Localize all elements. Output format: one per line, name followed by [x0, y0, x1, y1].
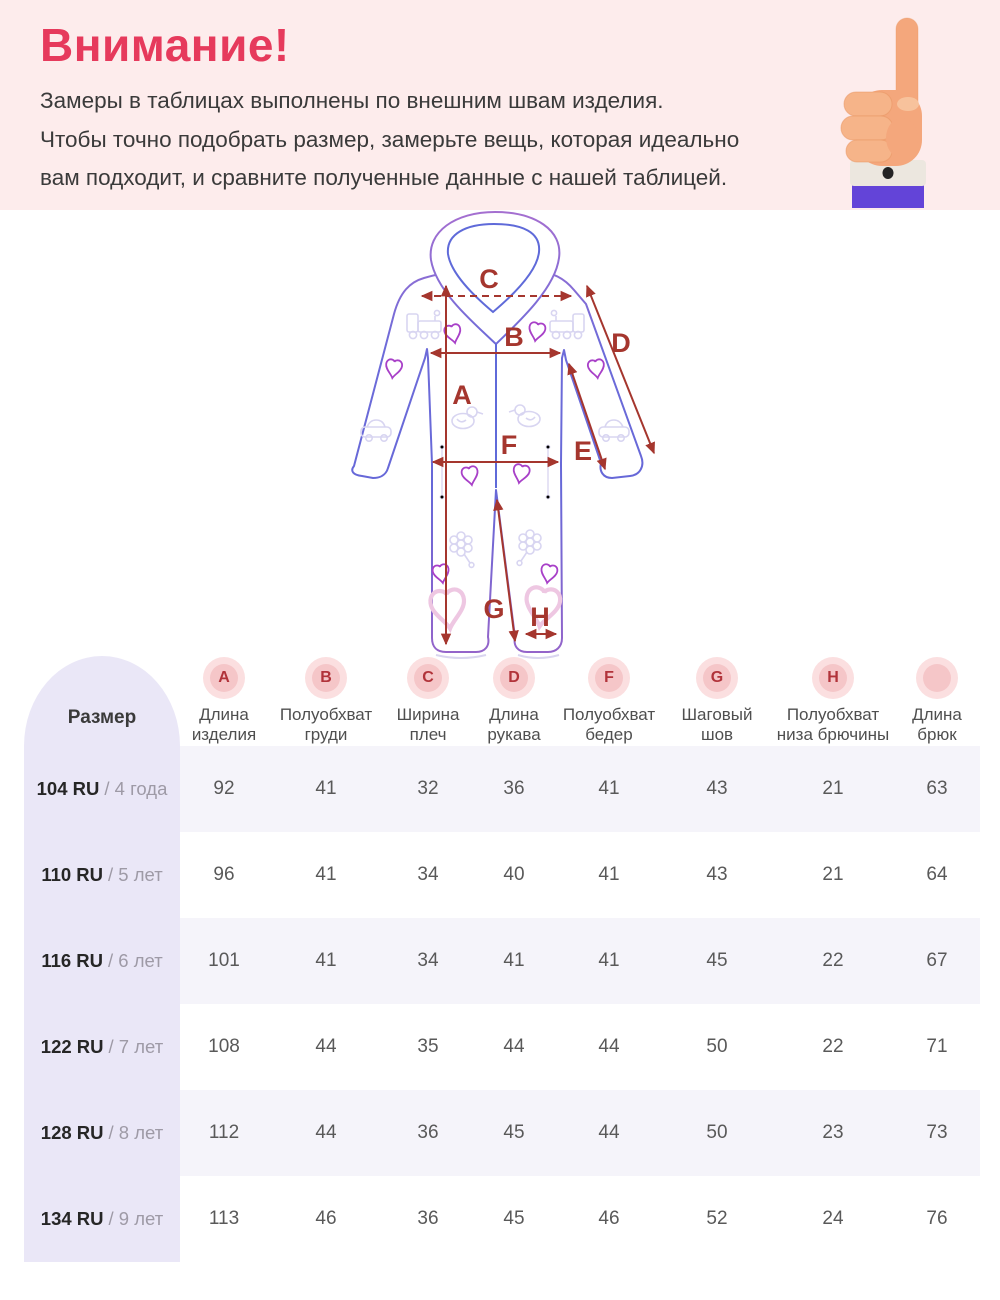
value-cell: 34 — [384, 918, 472, 1004]
size-value: 110 RU — [41, 864, 104, 885]
notice-text-line: вам подходит, и сравните полученные данные с нашей таблицей. — [40, 165, 728, 190]
value-cell: 41 — [472, 918, 556, 1004]
diagram-letter-e: E — [573, 436, 593, 466]
value-cell: 41 — [268, 918, 384, 1004]
value-cell: 43 — [706, 864, 728, 885]
page-title: Внимание! — [40, 19, 290, 71]
value-cell: 23 — [772, 1090, 894, 1176]
value-cell: 76 — [926, 1208, 948, 1229]
value-cell: 41 — [268, 746, 384, 832]
value-cell: 21 — [822, 864, 844, 885]
column-header-f — [556, 656, 662, 746]
value-cell: 52 — [706, 1208, 728, 1229]
age-value: / 6 лет — [108, 950, 163, 971]
size-cell — [24, 1090, 180, 1176]
diagram-letter-a: A — [452, 380, 472, 410]
value-cell: 44 — [598, 1036, 620, 1057]
measure-badge-c: C — [414, 664, 442, 692]
value-cell: 108 — [208, 1036, 240, 1057]
diagram-letter-b: B — [504, 322, 524, 352]
value-cell: 45 — [662, 918, 772, 1004]
measure-badge-a: A — [210, 664, 238, 692]
value-cell: 40 — [503, 864, 525, 885]
value-cell: 44 — [556, 1090, 662, 1176]
value-cell: 44 — [503, 1036, 525, 1057]
value-cell: 45 — [472, 1090, 556, 1176]
column-header-b — [268, 656, 384, 746]
measure-badge-g: G — [703, 664, 731, 692]
value-cell: 43 — [662, 746, 772, 832]
value-cell: 22 — [822, 1036, 844, 1057]
value-cell: 21 — [772, 746, 894, 832]
measure-badge-empty — [923, 664, 951, 692]
value-cell: 45 — [503, 1208, 525, 1229]
size-column-header: Размер — [67, 707, 137, 728]
value-cell: 36 — [384, 1090, 472, 1176]
column-header-a — [180, 656, 268, 746]
notice-panel — [0, 0, 1000, 210]
column-header-d — [472, 656, 556, 746]
column-label: Длина изделия — [191, 705, 257, 744]
size-cell — [24, 918, 180, 1004]
measure-badge-f: F — [595, 664, 623, 692]
column-label: Длина брюк — [912, 705, 962, 744]
cuff-button — [883, 167, 894, 179]
diagram-letter-f: F — [500, 430, 518, 460]
measure-badge-b: B — [312, 664, 340, 692]
age-value: / 5 лет — [108, 864, 163, 885]
value-cell: 64 — [926, 864, 948, 885]
value-cell: 22 — [772, 918, 894, 1004]
diagram-letter-h: H — [530, 602, 550, 632]
pointing-hand-icon — [836, 12, 940, 208]
value-cell: 113 — [208, 1208, 240, 1229]
size-value: 122 RU — [40, 1036, 104, 1057]
age-value: / 8 лет — [108, 1122, 164, 1143]
size-table — [24, 656, 980, 1264]
column-header-last — [894, 656, 980, 746]
age-value: / 9 лет — [108, 1208, 164, 1229]
folded-finger — [844, 92, 892, 116]
measure-badge-d: D — [500, 664, 528, 692]
age-value: / 4 года — [104, 778, 168, 799]
value-cell: 67 — [894, 918, 980, 1004]
column-header-c — [384, 656, 472, 746]
notice-text — [40, 82, 739, 198]
value-cell: 24 — [822, 1208, 844, 1229]
column-label: Полуобхват бедер — [562, 705, 656, 744]
value-cell: 46 — [315, 1208, 337, 1229]
value-cell: 92 — [180, 746, 268, 832]
value-cell: 34 — [417, 864, 439, 885]
value-cell: 50 — [662, 1090, 772, 1176]
value-cell: 44 — [315, 1036, 337, 1057]
column-label: Шаговый шов — [681, 705, 753, 744]
value-cell: 36 — [417, 1208, 439, 1229]
column-label: Полуобхват низа брючины — [776, 705, 890, 744]
diagram-letter-d: D — [611, 328, 631, 358]
size-diagram — [0, 208, 1000, 674]
size-cell — [24, 832, 180, 918]
column-label: Длина рукава — [487, 705, 541, 744]
value-cell: 73 — [894, 1090, 980, 1176]
notice-text-line: Замеры в таблицах выполнены по внешним швам изделия. — [40, 88, 664, 113]
measure-badge-h: H — [819, 664, 847, 692]
size-table-grid — [24, 656, 980, 1262]
value-cell: 101 — [180, 918, 268, 1004]
size-cell — [24, 1176, 180, 1262]
value-cell: 36 — [472, 746, 556, 832]
column-label: Полуобхват груди — [279, 705, 373, 744]
notice-text-line: Чтобы точно подобрать размер, замерьте вещь, которая идеально — [40, 126, 740, 152]
size-value: 128 RU — [40, 1122, 104, 1143]
value-cell: 63 — [894, 746, 980, 832]
column-header-h — [772, 656, 894, 746]
size-value: 134 RU — [40, 1208, 104, 1229]
folded-finger — [841, 116, 893, 140]
age-value: / 7 лет — [108, 1036, 164, 1057]
size-cell — [24, 746, 180, 832]
size-cell — [24, 1004, 180, 1090]
value-cell: 41 — [556, 746, 662, 832]
thumb — [886, 118, 918, 158]
value-cell: 41 — [598, 864, 620, 885]
value-cell: 41 — [315, 864, 337, 885]
value-cell: 112 — [180, 1090, 268, 1176]
size-value: 104 RU — [36, 778, 100, 799]
diagram-letter-g: G — [483, 594, 505, 624]
value-cell: 71 — [926, 1036, 948, 1057]
value-cell: 41 — [556, 918, 662, 1004]
value-cell: 46 — [598, 1208, 620, 1229]
value-cell: 32 — [384, 746, 472, 832]
column-header-g — [662, 656, 772, 746]
folded-finger — [846, 140, 892, 162]
diagram-letter-c: C — [479, 264, 499, 294]
value-cell: 96 — [213, 864, 235, 885]
size-value: 116 RU — [41, 950, 104, 971]
value-cell: 35 — [417, 1036, 439, 1057]
column-label: Ширина плеч — [396, 705, 460, 744]
value-cell: 50 — [706, 1036, 728, 1057]
value-cell: 44 — [268, 1090, 384, 1176]
